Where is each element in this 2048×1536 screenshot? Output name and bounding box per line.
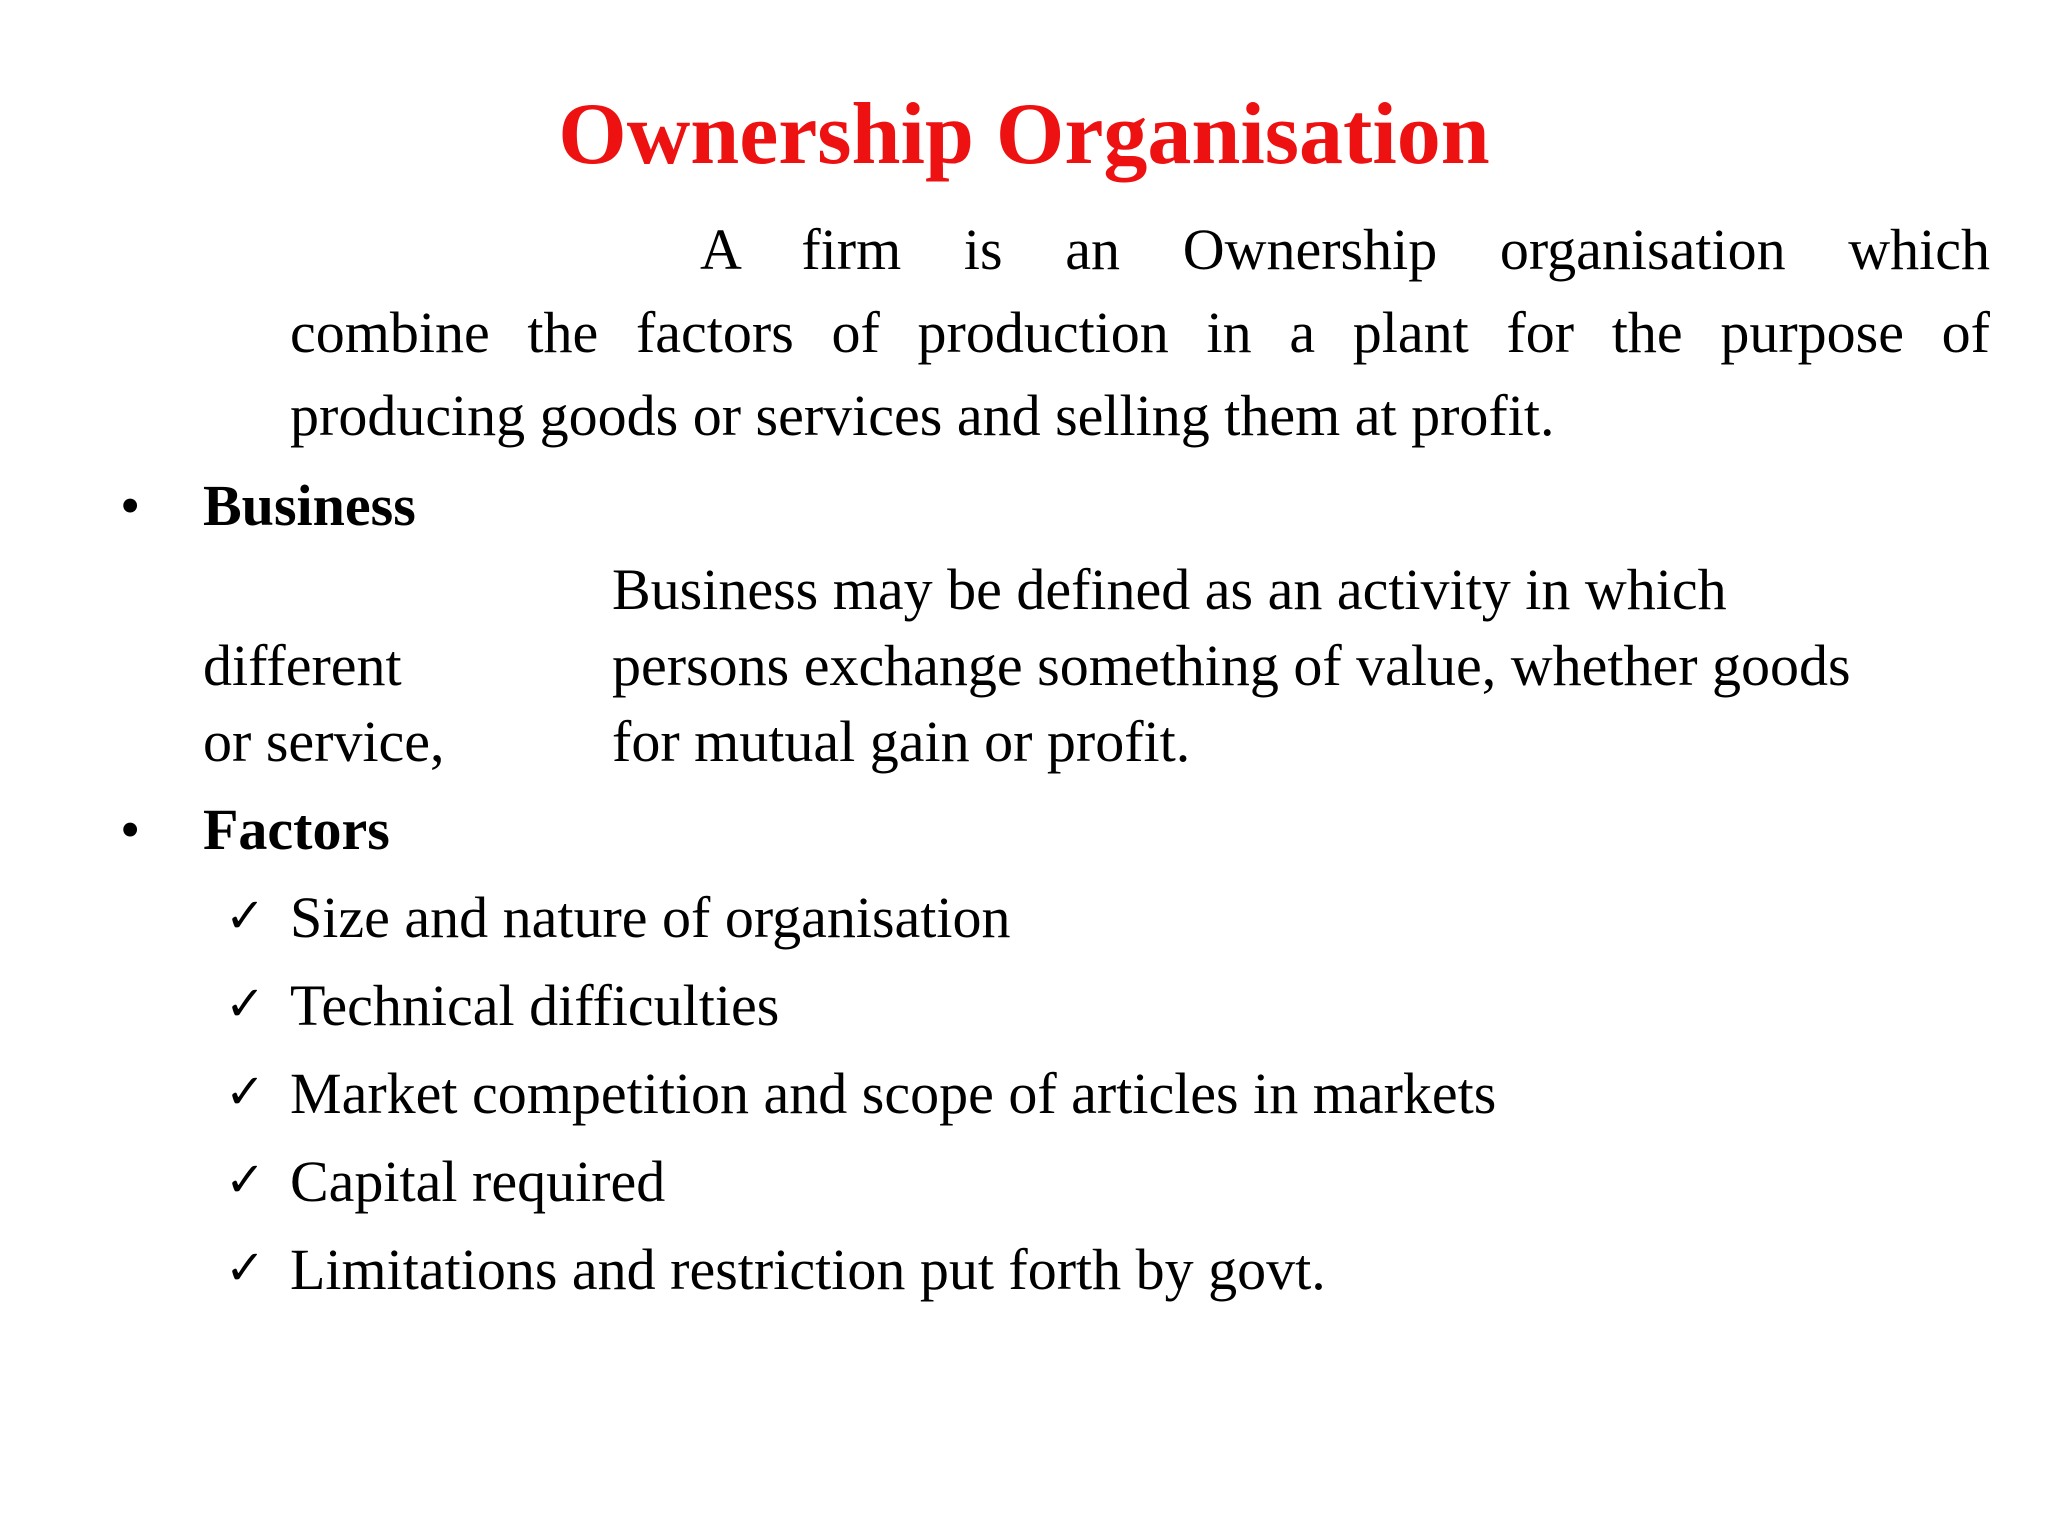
bullet-icon: •	[120, 473, 141, 538]
intro-line: producing goods or services and selling them at profit.	[290, 383, 1555, 448]
checkmark-icon: ✓	[225, 1064, 266, 1120]
business-heading: Business	[203, 473, 416, 538]
bullet-icon: •	[120, 797, 141, 862]
checkmark-icon: ✓	[225, 1152, 266, 1208]
business-definition-line: Business may be defined as an activity in which	[612, 557, 1727, 622]
checkmark-icon: ✓	[225, 976, 266, 1032]
factor-item: Size and nature of organisation	[290, 885, 1011, 950]
checkmark-icon: ✓	[225, 1240, 266, 1296]
factor-item: Capital required	[290, 1149, 666, 1214]
checkmark-icon: ✓	[225, 888, 266, 944]
factor-item: Limitations and restriction put forth by govt.	[290, 1237, 1326, 1302]
factors-heading: Factors	[203, 797, 390, 862]
intro-line: combine the factors of production in a plant for the purpose of	[290, 300, 1990, 365]
factor-item: Market competition and scope of articles in markets	[290, 1061, 1497, 1126]
slide-title: Ownership Organisation	[558, 86, 1490, 183]
business-definition-left: or service,	[203, 709, 445, 774]
business-definition-left: different	[203, 633, 402, 698]
business-definition-line: for mutual gain or profit.	[612, 709, 1191, 774]
factor-item: Technical difficulties	[290, 973, 780, 1038]
intro-line: A firm is an Ownership organisation which	[700, 217, 1990, 282]
business-definition-line: persons exchange something of value, whether goods	[612, 633, 1851, 698]
